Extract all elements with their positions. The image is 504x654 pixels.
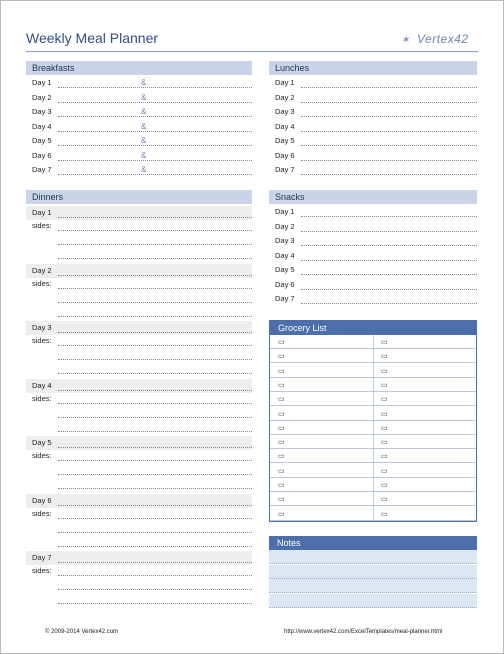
breakfast-side-field[interactable] [153, 131, 252, 132]
dinner-sides-field[interactable] [58, 417, 252, 418]
checkbox-icon[interactable]: ▭ [278, 510, 285, 518]
snack-day-label: Day 6 [275, 279, 295, 289]
dinner-sides-field[interactable] [58, 431, 252, 432]
checkbox-icon[interactable]: ▭ [381, 410, 388, 418]
dinner-main-field[interactable] [58, 447, 252, 448]
lunch-field[interactable] [301, 174, 477, 175]
snack-row [269, 205, 477, 219]
checkbox-icon[interactable]: ▭ [381, 453, 388, 461]
title-divider [26, 51, 478, 52]
dinner-sides-field[interactable] [58, 575, 252, 576]
snack-row [269, 220, 477, 234]
grocery-row [270, 378, 476, 392]
checkbox-icon[interactable]: ▭ [381, 510, 388, 518]
lunch-field[interactable] [301, 145, 477, 146]
checkbox-icon[interactable]: ▭ [278, 496, 285, 504]
dinners-heading: Dinners [26, 190, 252, 204]
lunch-day-label: Day 7 [275, 165, 295, 174]
dinner-main-field[interactable] [58, 390, 252, 391]
grocery-row [270, 364, 476, 378]
grocery-list-heading: Grocery List [270, 321, 476, 335]
dinner-sides-label: sides: [32, 451, 52, 460]
dinner-sides-label: sides: [32, 508, 52, 518]
snack-field[interactable] [301, 274, 477, 275]
checkbox-icon[interactable]: ▭ [278, 353, 285, 361]
lunches-heading: Lunches [269, 61, 477, 75]
dinner-sides-field[interactable] [58, 230, 252, 231]
grocery-row [270, 435, 476, 449]
dinner-sides-field[interactable] [58, 589, 252, 590]
checkbox-icon[interactable]: ▭ [381, 339, 388, 346]
dinner-day-label: Day 1 [32, 208, 52, 217]
dinner-sides-field[interactable] [58, 403, 252, 404]
breakfast-and-label: & [141, 150, 147, 160]
breakfast-row [26, 91, 252, 105]
checkbox-icon[interactable]: ▭ [278, 410, 285, 418]
snack-field[interactable] [301, 245, 477, 246]
checkbox-icon[interactable]: ▭ [278, 424, 285, 432]
checkbox-icon[interactable]: ▭ [381, 496, 388, 504]
snack-row [269, 292, 477, 306]
breakfast-row [26, 76, 252, 90]
checkbox-icon[interactable]: ▭ [278, 396, 285, 404]
checkbox-icon[interactable]: ▭ [278, 453, 285, 461]
dinner-day-label: Day 7 [32, 553, 52, 562]
breakfast-and-label: & [141, 136, 147, 145]
breakfast-side-field[interactable] [153, 174, 252, 175]
dinner-main-field[interactable] [58, 562, 252, 563]
checkbox-icon[interactable]: ▭ [381, 424, 388, 432]
snack-day-label: Day 4 [275, 250, 295, 260]
dinner-day-label: Day 6 [32, 495, 52, 505]
grocery-row [270, 507, 476, 521]
notes-line[interactable] [269, 565, 477, 579]
grocery-row [270, 449, 476, 463]
checkbox-icon[interactable]: ▭ [381, 353, 388, 361]
checkbox-icon[interactable]: ▭ [278, 339, 285, 346]
snacks-heading: Snacks [269, 190, 477, 204]
grocery-row [270, 349, 476, 363]
snack-day-label: Day 5 [275, 265, 295, 274]
dinner-sides-field[interactable] [58, 546, 252, 547]
dinner-sides-label: sides: [32, 278, 52, 288]
footer-url-link[interactable]: http://www.vertex42.com/ExcelTemplates/meal-planner.html [284, 629, 443, 635]
lunch-day-label: Day 5 [275, 136, 295, 145]
breakfast-row [26, 163, 252, 177]
dinner-sides-field[interactable] [58, 488, 252, 489]
dinner-sides-field[interactable] [58, 244, 252, 245]
lunch-field[interactable] [301, 102, 477, 103]
breakfast-and-label: & [141, 121, 147, 131]
grocery-list [269, 320, 477, 522]
lunch-row [269, 76, 477, 90]
checkbox-icon[interactable]: ▭ [381, 482, 388, 489]
dinner-day-label: Day 2 [32, 265, 52, 275]
breakfasts-heading: Breakfasts [26, 61, 252, 75]
snack-row [269, 278, 477, 292]
lunch-row [269, 134, 477, 148]
dinner-sides-label: sides: [32, 393, 52, 403]
notes-line[interactable] [269, 579, 477, 593]
lunch-row [269, 91, 477, 105]
lunch-row [269, 163, 477, 177]
snack-field[interactable] [301, 303, 477, 304]
snack-row [269, 263, 477, 277]
dinner-sides-field[interactable] [58, 316, 252, 317]
dinner-day-label: Day 3 [32, 323, 52, 332]
dinner-sides-label: sides: [32, 336, 52, 345]
grocery-row [270, 478, 476, 492]
dinner-main-field[interactable] [58, 332, 252, 333]
breakfast-side-field[interactable] [153, 87, 252, 88]
breakfast-day-label: Day 4 [32, 121, 52, 131]
snack-row [269, 249, 477, 263]
checkbox-icon[interactable]: ▭ [278, 482, 285, 489]
dinner-sides-field[interactable] [58, 258, 252, 259]
breakfast-row [26, 105, 252, 119]
breakfast-side-field[interactable] [153, 145, 252, 146]
notes-line[interactable] [269, 550, 477, 564]
snack-field[interactable] [301, 231, 477, 232]
snack-day-label: Day 7 [275, 294, 295, 303]
breakfast-side-field[interactable] [153, 116, 252, 117]
dinner-main-field[interactable] [58, 505, 252, 506]
breakfast-side-field[interactable] [153, 160, 252, 161]
lunch-field[interactable] [301, 116, 477, 117]
lunch-day-label: Day 2 [275, 92, 295, 102]
breakfast-day-label: Day 1 [32, 78, 52, 87]
lunch-row [269, 105, 477, 119]
dinner-main-field[interactable] [58, 275, 252, 276]
breakfast-and-label: & [141, 107, 147, 116]
breakfast-day-label: Day 3 [32, 107, 52, 116]
dinner-sides-field[interactable] [58, 288, 252, 289]
grocery-row [270, 492, 476, 506]
lunch-day-label: Day 4 [275, 121, 295, 131]
dinner-sides-field[interactable] [58, 603, 252, 604]
dinner-sides-field[interactable] [58, 532, 252, 533]
lunch-day-label: Day 6 [275, 150, 295, 160]
grocery-row [270, 335, 476, 349]
breakfast-and-label: & [141, 78, 147, 87]
snack-field[interactable] [301, 216, 477, 217]
snack-day-label: Day 2 [275, 221, 295, 231]
grocery-row [270, 407, 476, 421]
lunch-row [269, 149, 477, 163]
breakfast-and-label: & [141, 165, 147, 174]
breakfast-day-label: Day 5 [32, 136, 52, 145]
snack-row [269, 234, 477, 248]
dinner-sides-field[interactable] [58, 345, 252, 346]
vertex42-logo-icon: ✶ [401, 35, 410, 46]
lunch-day-label: Day 3 [275, 107, 295, 116]
brand-logo [401, 32, 469, 46]
checkbox-icon[interactable]: ▭ [381, 381, 388, 389]
grocery-row [270, 464, 476, 478]
checkbox-icon[interactable]: ▭ [381, 467, 388, 475]
checkbox-icon[interactable]: ▭ [381, 396, 388, 404]
grocery-row [270, 421, 476, 435]
lunch-field[interactable] [301, 131, 477, 132]
breakfast-day-label: Day 7 [32, 165, 52, 174]
dinner-sides-field[interactable] [58, 474, 252, 475]
snack-field[interactable] [301, 260, 477, 261]
notes-line[interactable] [269, 594, 477, 608]
snack-field[interactable] [301, 289, 477, 290]
copyright-text: © 2009-2014 Vertex42.com [45, 629, 119, 635]
lunch-field[interactable] [301, 160, 477, 161]
notes-heading: Notes [269, 536, 477, 550]
page-title: Weekly Meal Planner [26, 30, 159, 46]
dinner-sides-field[interactable] [58, 460, 252, 461]
checkbox-icon[interactable]: ▭ [278, 467, 285, 475]
dinner-sides-label: sides: [32, 221, 52, 230]
lunch-day-label: Day 1 [275, 78, 295, 87]
breakfast-day-label: Day 6 [32, 150, 52, 160]
dinner-sides-field[interactable] [58, 302, 252, 303]
dinner-day-label: Day 5 [32, 438, 52, 447]
dinner-day-label: Day 4 [32, 380, 52, 390]
checkbox-icon[interactable]: ▭ [278, 439, 285, 447]
checkbox-icon[interactable]: ▭ [278, 381, 285, 389]
breakfast-and-label: & [141, 92, 147, 102]
breakfast-row [26, 120, 252, 134]
lunch-field[interactable] [301, 87, 477, 88]
lunch-row [269, 120, 477, 134]
checkbox-icon[interactable]: ▭ [381, 367, 388, 375]
dinner-sides-label: sides: [32, 566, 52, 575]
breakfast-day-label: Day 2 [32, 92, 52, 102]
dinner-main-field[interactable] [58, 217, 252, 218]
checkbox-icon[interactable]: ▭ [278, 367, 285, 375]
snack-day-label: Day 1 [275, 207, 295, 216]
dinner-sides-field[interactable] [58, 373, 252, 374]
breakfast-row [26, 134, 252, 148]
dinner-sides-field[interactable] [58, 359, 252, 360]
breakfast-row [26, 149, 252, 163]
snack-day-label: Day 3 [275, 236, 295, 245]
dinner-sides-field[interactable] [58, 518, 252, 519]
logo-text: Vertex42 [417, 32, 469, 46]
grocery-row [270, 392, 476, 406]
checkbox-icon[interactable]: ▭ [381, 439, 388, 447]
breakfast-side-field[interactable] [153, 102, 252, 103]
